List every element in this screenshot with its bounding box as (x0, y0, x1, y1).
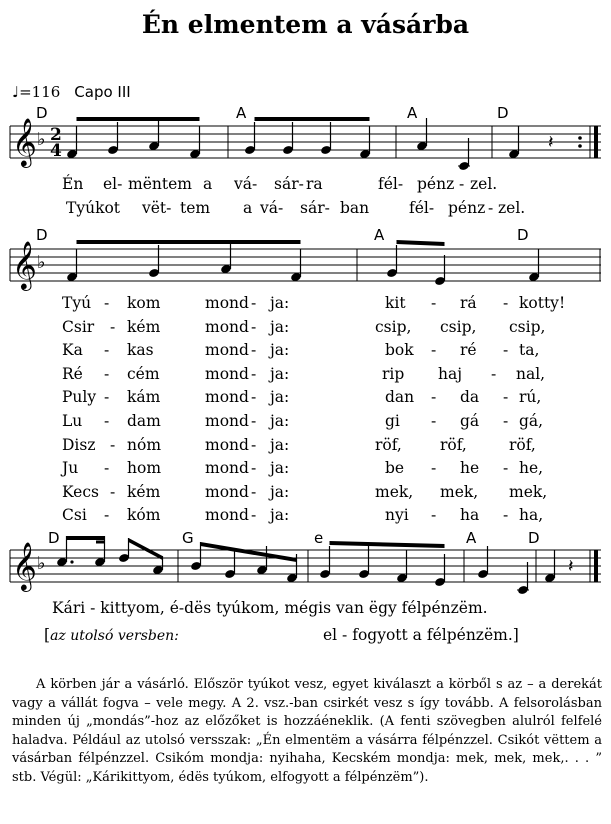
note-beam (330, 541, 445, 548)
repeat-dot (578, 144, 582, 148)
chord-symbol: D (36, 226, 48, 244)
lyric-syllable: a (243, 199, 253, 217)
refrain-syllable: bok (385, 341, 414, 360)
refrain-syllable: he (460, 459, 480, 478)
refrain-syllable: rip (382, 364, 405, 383)
refrain-syllable: ja: (270, 317, 290, 336)
refrain-syllable: ja: (270, 341, 290, 360)
lyric-syllable: mëntem (128, 175, 192, 193)
time-signature: 2 (50, 125, 62, 145)
refrain-syllable: csip, (375, 317, 412, 336)
refrain-syllable: ja: (270, 364, 290, 383)
refrain-syllable: - (104, 388, 110, 407)
quarter-note-icon: ♩ (12, 83, 20, 101)
lyric-syllable: sár- (300, 199, 330, 217)
refrain-syllable: kotty! (519, 294, 566, 312)
refrain-syllable: - (503, 341, 509, 360)
refrain-syllable: nóm (127, 435, 162, 454)
refrain-syllable: kém (127, 482, 161, 501)
final-barline (594, 126, 598, 158)
lyric-syllable: vá- (234, 175, 258, 193)
treble-clef-icon: 𝄞 (12, 240, 37, 289)
refrain-syllable: rú, (519, 388, 542, 407)
chord-symbol: G (182, 529, 194, 547)
lyric-syllable: pénz (448, 199, 486, 217)
lyric-syllable: zel. (498, 199, 526, 217)
refrain-syllable: ha, (519, 506, 544, 525)
lyric-syllable: fél- (409, 199, 435, 217)
capo-label: Capo III (74, 83, 131, 101)
refrain-syllable: gi (385, 412, 400, 430)
refrain-syllable: - (104, 364, 110, 383)
refrain-syllable: csip, (440, 317, 477, 336)
note-beam (201, 542, 297, 562)
refrain-syllable: mek, (440, 482, 479, 501)
tempo-equals: = (19, 83, 32, 101)
chord-symbol: D (528, 529, 540, 547)
refrain-syllable: gá, (519, 412, 544, 430)
refrain-syllable: rá (460, 294, 477, 312)
refrain-syllable: ha (460, 506, 480, 525)
refrain-syllable: da (460, 388, 480, 407)
refrain-syllable: - (431, 341, 437, 360)
refrain-syllable: Ju (62, 459, 79, 478)
refrain-syllable: - (503, 294, 509, 312)
bracket: [ (44, 626, 51, 644)
lyric-syllable: - (459, 175, 465, 193)
refrain-syllable: - (251, 506, 257, 525)
lyric-syllable: ra (306, 175, 323, 193)
lyric-syllable: ban (340, 199, 370, 217)
refrain-syllable: kóm (127, 506, 161, 525)
refrain-syllable: - (251, 341, 257, 360)
refrain-syllable: ja: (270, 459, 290, 478)
note-beam (77, 240, 301, 244)
refrain-syllable: Ré (62, 364, 83, 383)
refrain-syllable: - (251, 459, 257, 478)
refrain-syllable: dan (385, 388, 415, 407)
refrain-syllable: ja: (270, 412, 290, 430)
last-verse-line (44, 626, 179, 644)
refrain-syllable: kám (127, 388, 161, 407)
refrain-syllable: - (110, 482, 116, 501)
chord-symbol: D (48, 529, 60, 547)
flat-icon: ♭ (37, 129, 46, 150)
lyric-syllable: zel. (470, 175, 498, 193)
refrain-syllable: mond (205, 459, 249, 478)
note-beam (67, 536, 105, 540)
quarter-rest-icon: 𝄽 (568, 556, 574, 577)
refrain-syllable: - (431, 294, 437, 312)
refrain-syllable: - (491, 364, 497, 383)
refrain-syllable: mond (205, 506, 249, 525)
refrain-syllable: nal, (516, 364, 546, 383)
refrain-syllable: - (104, 506, 110, 525)
refrain-syllable: kas (127, 341, 154, 360)
refrain-syllable: mond (205, 482, 249, 501)
quarter-rest-icon: 𝄽 (548, 132, 554, 153)
chord-symbol: D (36, 104, 48, 122)
refrain-syllable: Ka (62, 341, 83, 360)
refrain-syllable: be (385, 459, 405, 478)
refrain-syllable: - (104, 412, 110, 430)
chord-symbol: D (497, 104, 509, 122)
refrain-syllable: ja: (270, 482, 290, 501)
last-verse-text: el - fogyott a félpénzëm.] (323, 626, 519, 644)
refrain-syllable: mond (205, 364, 249, 383)
refrain-syllable: - (110, 317, 116, 336)
refrain-syllable: mond (205, 317, 249, 336)
refrain-syllable: hom (127, 459, 162, 478)
refrain-syllable: - (431, 412, 437, 430)
chord-symbol: D (517, 226, 529, 244)
refrain-syllable: Kecs (62, 482, 99, 501)
refrain-syllable: röf, (509, 435, 536, 454)
refrain-syllable: Disz (62, 435, 96, 454)
lyric-syllable: a (203, 175, 213, 193)
flat-icon: ♭ (37, 553, 46, 574)
note-beam (255, 117, 370, 121)
refrain-syllable: mond (205, 388, 249, 407)
lyric-syllable: sár- (274, 175, 304, 193)
time-signature: 4 (50, 141, 62, 161)
refrain-syllable: nyi (385, 506, 409, 525)
refrain-syllable: ja: (270, 294, 290, 312)
repeat-dot (578, 136, 582, 140)
ending-lyric-line: Kári - kittyom, é-dës tyúkom, mégis van ëgy félpénzëm. (52, 599, 488, 617)
refrain-syllable: - (251, 317, 257, 336)
refrain-syllable: mond (205, 294, 249, 312)
chord-symbol: e (314, 529, 324, 547)
refrain-syllable: - (251, 412, 257, 430)
refrain-syllable: - (251, 388, 257, 407)
refrain-syllable: mond (205, 412, 249, 430)
lyric-syllable: vá- (260, 199, 284, 217)
refrain-syllable: mond (205, 435, 249, 454)
refrain-syllable: - (104, 459, 110, 478)
lyric-syllable: fél- (378, 175, 404, 193)
refrain-syllable: gá (460, 412, 480, 430)
refrain-syllable: - (503, 388, 509, 407)
refrain-syllable: kém (127, 317, 161, 336)
refrain-syllable: - (251, 294, 257, 312)
lyric-syllable: Tyúkot (66, 199, 121, 217)
refrain-syllable: ta, (519, 341, 540, 360)
refrain-syllable: - (110, 435, 116, 454)
note-beam (129, 538, 163, 560)
tempo-value: 116 (31, 83, 61, 101)
refrain-syllable: ja: (270, 506, 290, 525)
refrain-syllable: Csi (62, 506, 87, 525)
refrain-syllable: haj (438, 364, 463, 383)
page-title: Én elmentem a vásárba (141, 10, 470, 39)
refrain-syllable: - (251, 482, 257, 501)
refrain-syllable: Lu (62, 412, 83, 430)
refrain-syllable: kit (385, 294, 406, 312)
treble-clef-icon: 𝄞 (12, 541, 37, 590)
refrain-syllable: Tyú (62, 294, 92, 312)
refrain-syllable: ja: (270, 435, 290, 454)
lyric-syllable: Én (62, 175, 84, 193)
refrain-syllable: - (431, 388, 437, 407)
chord-symbol: A (407, 104, 418, 122)
lyric-syllable: - (488, 199, 494, 217)
chord-symbol: A (236, 104, 247, 122)
last-verse-label: az utolsó versben: (50, 628, 179, 644)
refrain-syllable: csip, (509, 317, 546, 336)
refrain-syllable: mek, (509, 482, 548, 501)
refrain-syllable: röf, (440, 435, 467, 454)
refrain-syllable: mek, (375, 482, 414, 501)
lyric-syllable: pénz (417, 175, 455, 193)
refrain-syllable: - (503, 412, 509, 430)
refrain-syllable: dam (127, 412, 161, 430)
chord-symbol: A (374, 226, 385, 244)
refrain-syllable: - (251, 435, 257, 454)
dot (70, 560, 73, 563)
refrain-syllable: - (503, 459, 509, 478)
note-beam (397, 240, 445, 246)
lyric-syllable: el- (103, 175, 123, 193)
refrain-syllable: - (431, 506, 437, 525)
treble-clef-icon: 𝄞 (12, 117, 37, 166)
refrain-syllable: mond (205, 341, 249, 360)
refrain-syllable: ré (460, 341, 477, 360)
lyric-syllable: tem (180, 199, 211, 217)
refrain-syllable: röf, (375, 435, 402, 454)
refrain-syllable: he, (519, 459, 544, 478)
refrain-syllable: - (104, 294, 110, 312)
note-beam (77, 117, 200, 121)
refrain-syllable: ja: (270, 388, 290, 407)
refrain-syllable: Puly (62, 388, 97, 407)
refrain-syllable: Csir (62, 317, 95, 336)
flat-icon: ♭ (37, 252, 46, 273)
refrain-syllable: kom (127, 294, 161, 312)
refrain-syllable: - (251, 364, 257, 383)
chord-symbol: A (466, 529, 477, 547)
refrain-syllable: - (431, 459, 437, 478)
refrain-syllable: cém (127, 364, 160, 383)
refrain-syllable: - (104, 341, 110, 360)
lyric-syllable: vët- (142, 199, 172, 217)
footnote-paragraph: A körben jár a vásárló. Először tyúkot vesz, egyet kiválaszt a körből s az – a derekát vagy a vállát fogva – vele megy. A 2. vsz.-ban csirkét vesz s így tovább. A felsorolásban minden új „mondás”-hoz az előzőket is hozzáéneklik. (A fenti szövegben alulról felfelé haladva. Például az utolsó versszak: „Én elmentëm a vásárra félpénzzel. Csikót vëttem a vásárban félpénzzel. Csikóm mondja: nyihaha, Kecském mondja: mek, mek, mek,. . . ” stb. Végül: „Kárikittyom, édës tyúkom, elfogyott a félpénzëm”). (12, 677, 602, 785)
refrain-syllable: - (503, 506, 509, 525)
final-barline (594, 550, 598, 582)
